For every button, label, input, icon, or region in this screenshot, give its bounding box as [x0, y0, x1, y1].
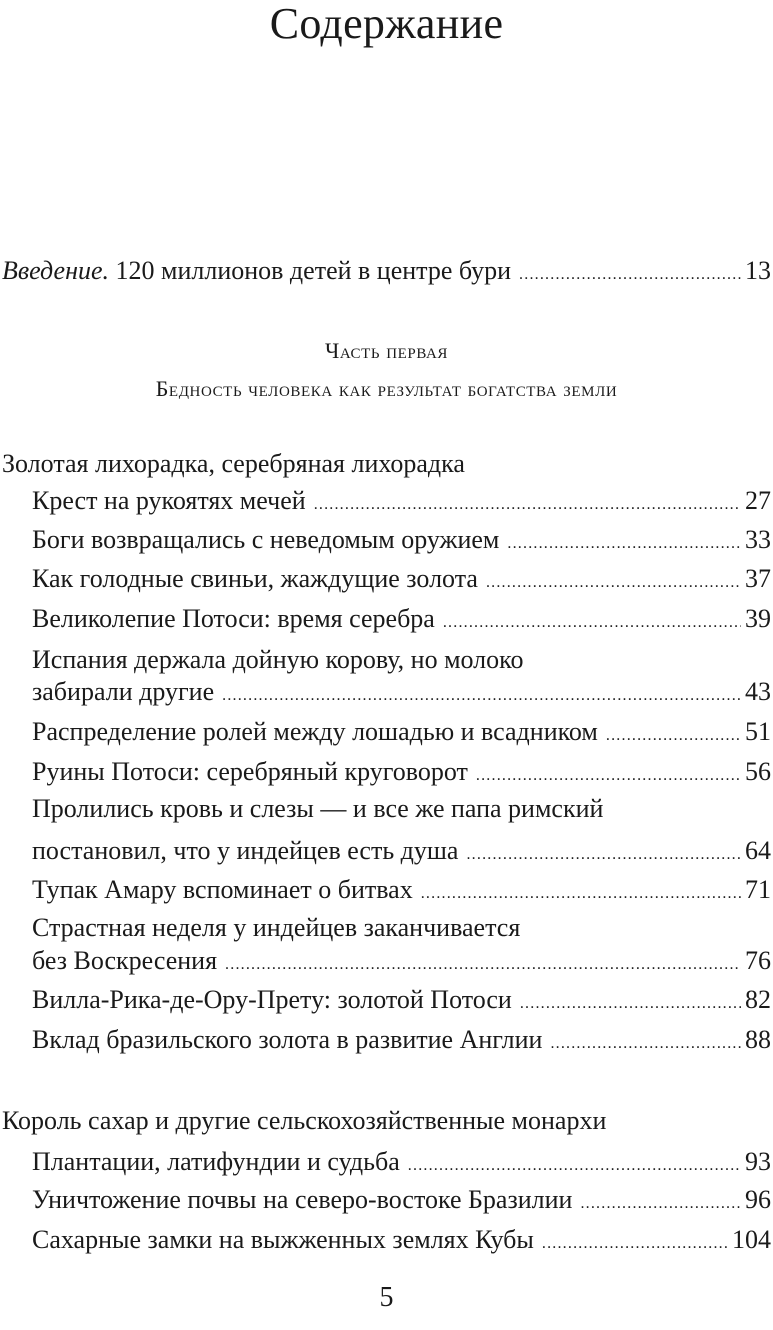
- toc-entry[interactable]: [32, 1184, 771, 1220]
- toc-entry[interactable]: [32, 524, 771, 560]
- dot-leader: [466, 839, 741, 871]
- page-ref: 51: [745, 717, 771, 746]
- entry-title: Как голодные свиньи, жаждущие золота: [32, 564, 478, 593]
- dot-leader: [421, 878, 741, 910]
- dot-leader: [314, 489, 741, 521]
- toc-entry[interactable]: [32, 603, 771, 639]
- entry-title: Тупак Амару вспоминает о битвах: [32, 875, 413, 904]
- intro-label: Введение.: [2, 256, 110, 285]
- toc-entry[interactable]: [32, 1024, 771, 1060]
- page-ref: 76: [745, 946, 771, 975]
- toc-entry[interactable]: [32, 1224, 771, 1260]
- toc-entry[interactable]: [32, 485, 771, 521]
- page-ref: 104: [732, 1225, 771, 1254]
- dot-leader: [606, 720, 741, 752]
- page-ref: 88: [745, 1025, 771, 1054]
- entry-title-line1: Пролились кровь и слезы — и все же папа римский: [32, 794, 604, 823]
- dot-leader: [580, 1188, 741, 1220]
- page-ref: 71: [745, 875, 771, 904]
- entry-title: постановил, что у индейцев есть душа: [32, 836, 459, 865]
- dot-leader: [486, 567, 741, 599]
- dot-leader: [408, 1150, 741, 1182]
- dot-leader: [476, 760, 741, 792]
- entry-title: Плантации, латифундии и судьба: [32, 1147, 400, 1176]
- entry-title: забирали другие: [32, 677, 215, 706]
- entry-title: без Воскресения: [32, 946, 218, 975]
- entry-title: Распределение ролей между лошадью и всадником: [32, 717, 598, 746]
- toc-entry[interactable]: [32, 716, 771, 752]
- intro-text: 120 миллионов детей в центре бури: [109, 256, 512, 285]
- toc-entry-intro[interactable]: [2, 255, 771, 291]
- entry-title: Боги возвращались с неведомым оружием: [32, 525, 500, 554]
- dot-leader: [225, 949, 741, 981]
- page-ref: 13: [745, 256, 771, 285]
- toc-entry[interactable]: [32, 756, 771, 792]
- page-title: Содержание: [269, 0, 504, 48]
- dot-leader: [443, 607, 741, 639]
- toc-entry[interactable]: [32, 945, 771, 981]
- entry-title-line1: Страстная неделя у индейцев заканчивается: [32, 913, 521, 942]
- page-ref: 93: [745, 1147, 771, 1176]
- dot-leader: [542, 1228, 728, 1260]
- section-title: Король сахар и другие сельскохозяйственные монархи: [2, 1106, 607, 1135]
- toc-entry[interactable]: [32, 835, 771, 871]
- entry-title: Сахарные замки на выжженных землях Кубы: [32, 1225, 534, 1254]
- entry-title: Уничтожение почвы на северо-востоке Бразилии: [32, 1185, 573, 1214]
- entry-title: Великолепие Потоси: время серебра: [32, 604, 435, 633]
- entry-title: Вклад бразильского золота в развитие Англии: [32, 1025, 543, 1054]
- page-ref: 27: [745, 486, 771, 515]
- dot-leader: [519, 259, 741, 291]
- page-ref: 64: [745, 836, 771, 865]
- section-title: Золотая лихорадка, серебряная лихорадка: [2, 449, 465, 478]
- entry-title: [2, 255, 511, 287]
- entry-title: Крест на рукоятях мечей: [32, 486, 306, 515]
- page-ref: 82: [745, 985, 771, 1014]
- entry-title: Руины Потоси: серебряный круговорот: [32, 757, 468, 786]
- toc-entry[interactable]: [32, 563, 771, 599]
- toc-entry[interactable]: [32, 676, 771, 712]
- page-ref: 37: [745, 564, 771, 593]
- dot-leader: [550, 1028, 741, 1060]
- toc-entry[interactable]: [32, 984, 771, 1020]
- toc-entry[interactable]: [32, 874, 771, 910]
- toc-entry[interactable]: [32, 1146, 771, 1182]
- page-number: 5: [379, 1282, 394, 1313]
- dot-leader: [222, 680, 741, 712]
- page-ref: 43: [745, 677, 771, 706]
- dot-leader: [507, 528, 741, 560]
- part-heading: Часть первая: [324, 338, 449, 363]
- page-ref: 96: [745, 1185, 771, 1214]
- part-subtitle: Бедность человека как результат богатства земли: [155, 376, 618, 401]
- entry-title: Вилла-Рика-де-Ору-Прету: золотой Потоси: [32, 985, 512, 1014]
- entry-title-line1: Испания держала дойную корову, но молоко: [32, 645, 524, 674]
- page-ref: 33: [745, 525, 771, 554]
- page-ref: 56: [745, 757, 771, 786]
- page-ref: 39: [745, 604, 771, 633]
- dot-leader: [520, 988, 741, 1020]
